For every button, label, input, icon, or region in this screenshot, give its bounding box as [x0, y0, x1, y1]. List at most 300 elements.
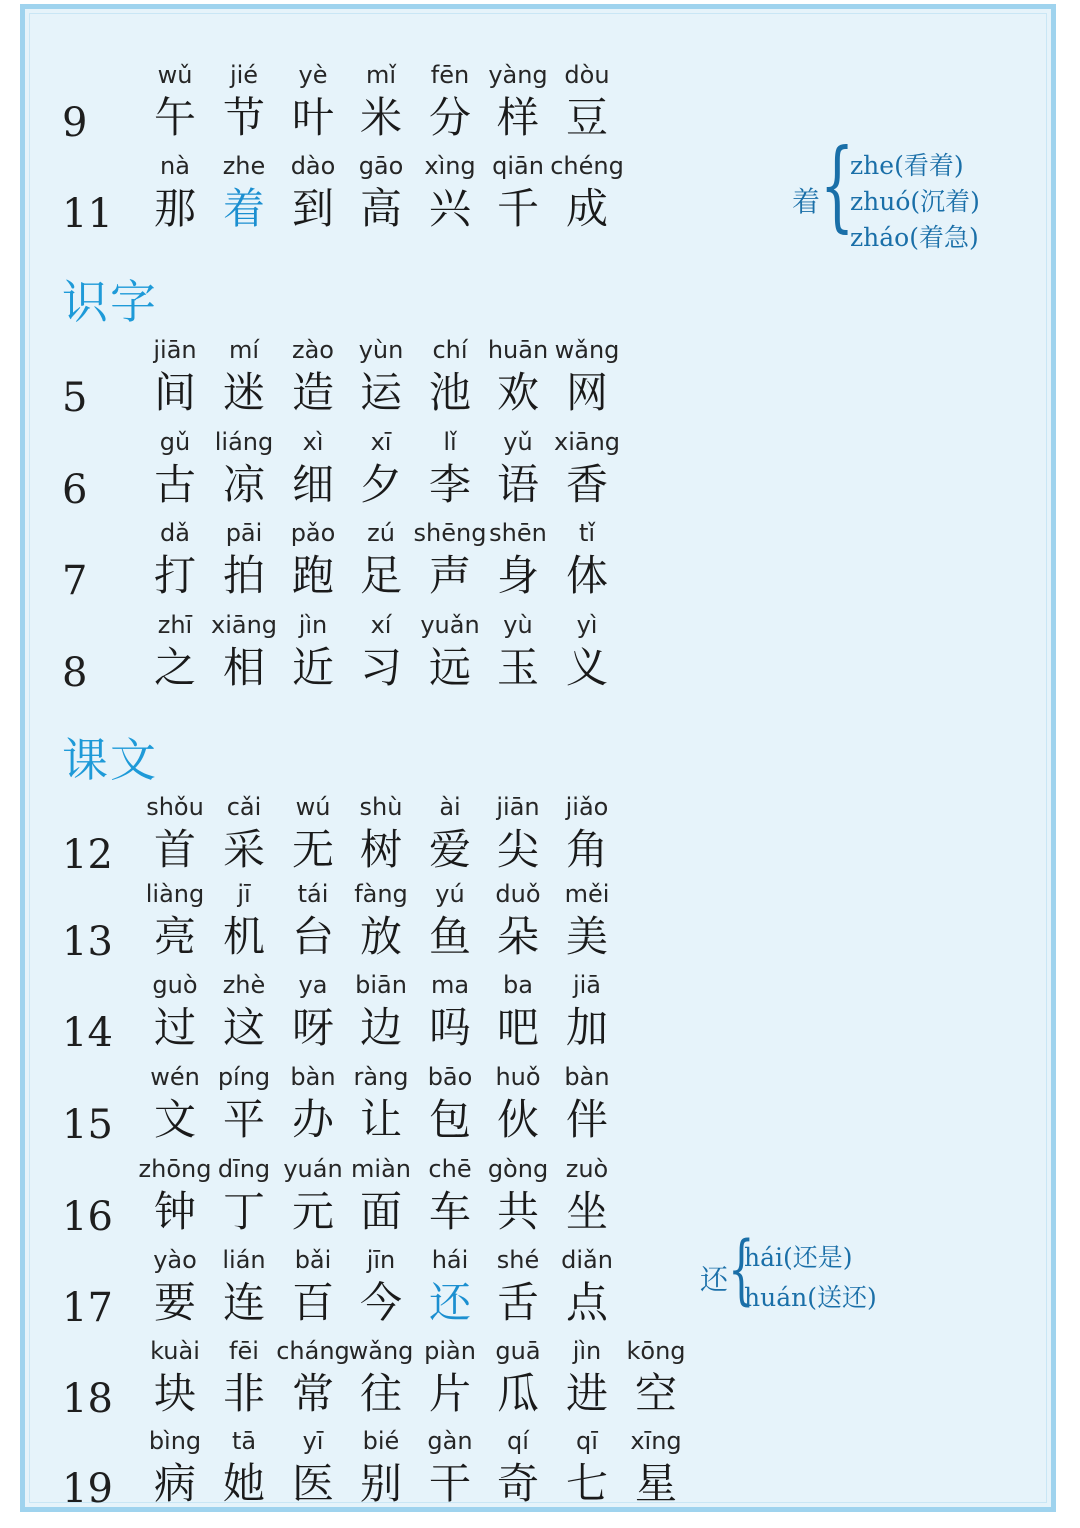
character-cell [341, 610, 421, 696]
hanzi: 米 [359, 93, 402, 142]
hanzi: 习 [359, 643, 402, 692]
pinyin: jìn [298, 611, 328, 639]
character-cell [135, 151, 215, 237]
lesson-row [0, 1426, 1080, 1516]
hanzi: 着 [222, 184, 265, 233]
character-cell [135, 792, 215, 878]
pinyin: huǒ [495, 1063, 541, 1091]
character-cell [135, 427, 215, 513]
character-cell [204, 610, 284, 696]
hanzi: 吧 [496, 1003, 539, 1052]
character-cell [341, 1426, 421, 1512]
character-cell [135, 335, 215, 421]
character-cell [341, 60, 421, 146]
hanzi: 百 [291, 1278, 334, 1327]
character-cell [616, 1336, 696, 1422]
hanzi: 边 [359, 1003, 402, 1052]
pinyin: cǎi [226, 793, 262, 821]
hanzi: 豆 [565, 93, 608, 142]
pinyin: qí [507, 1427, 529, 1455]
pinyin: tā [231, 1427, 257, 1455]
pinyin: bàn [290, 1063, 336, 1091]
pinyin: xìng [424, 152, 476, 180]
hanzi: 坐 [565, 1187, 608, 1236]
character-cell [135, 970, 215, 1056]
character-cell [341, 335, 421, 421]
pinyin: shēng [413, 519, 487, 547]
pinyin: wén [150, 1063, 200, 1091]
pinyin: hái [431, 1246, 469, 1274]
hanzi: 树 [359, 825, 402, 874]
hanzi: 干 [428, 1459, 471, 1508]
hanzi: 打 [153, 551, 196, 600]
pinyin: tái [297, 880, 329, 908]
hanzi: 远 [428, 643, 471, 692]
hanzi: 块 [153, 1369, 196, 1418]
hanzi: 间 [153, 368, 196, 417]
character-cell [547, 1245, 627, 1331]
pinyin: zhè [222, 971, 266, 999]
hanzi: 机 [222, 912, 265, 961]
pinyin: dào [290, 152, 336, 180]
pinyin: liàng [145, 880, 205, 908]
hanzi: 李 [428, 460, 471, 509]
hanzi: 无 [291, 825, 334, 874]
hanzi: 尖 [496, 825, 539, 874]
pinyin: lǐ [443, 428, 457, 456]
pinyin: zhī [157, 611, 193, 639]
hanzi: 台 [291, 912, 334, 961]
hanzi: 之 [153, 643, 196, 692]
pinyin: yuǎn [420, 611, 480, 639]
hanzi: 元 [291, 1187, 334, 1236]
pinyin: zhe [222, 152, 266, 180]
character-cell [135, 1154, 215, 1240]
character-cell [547, 60, 627, 146]
pinyin: bàn [564, 1063, 610, 1091]
lesson-number: 14 [62, 1010, 113, 1056]
hanzi: 千 [496, 184, 539, 233]
character-cell [341, 518, 421, 604]
pinyin: dīng [217, 1155, 271, 1183]
pinyin: lián [222, 1246, 266, 1274]
pinyin: guā [495, 1337, 541, 1365]
pinyin: gòng [487, 1155, 549, 1183]
pinyin: zú [367, 519, 395, 547]
hanzi: 到 [291, 184, 334, 233]
hanzi: 成 [565, 184, 608, 233]
pinyin: jiān [496, 793, 540, 821]
hanzi: 爱 [428, 825, 471, 874]
pinyin: jīn [366, 1246, 396, 1274]
character-cell [547, 792, 627, 878]
hanzi: 拍 [222, 551, 265, 600]
pinyin: dòu [564, 61, 610, 89]
pinyin: fàng [354, 880, 408, 908]
hanzi: 常 [291, 1369, 334, 1418]
hanzi: 采 [222, 825, 265, 874]
lesson-number: 11 [62, 191, 113, 237]
hanzi: 今 [359, 1278, 402, 1327]
hanzi: 办 [291, 1095, 334, 1144]
brace-icon: { [820, 129, 855, 243]
hanzi: 还 [428, 1278, 471, 1327]
pinyin: xīng [630, 1427, 682, 1455]
character-cell [478, 1426, 558, 1512]
pinyin: jié [229, 61, 259, 89]
lesson-row [0, 792, 1080, 882]
character-cell [135, 518, 215, 604]
hanzi: 吗 [428, 1003, 471, 1052]
hanzi: 舌 [496, 1278, 539, 1327]
hanzi: 造 [291, 368, 334, 417]
pinyin: ya [298, 971, 328, 999]
pinyin: yào [153, 1246, 197, 1274]
pinyin: yú [435, 880, 465, 908]
brace-icon: { [728, 1224, 755, 1313]
lesson-number: 5 [62, 375, 88, 421]
lesson-number: 15 [62, 1102, 113, 1148]
pinyin: kōng [626, 1337, 686, 1365]
hanzi: 病 [153, 1459, 196, 1508]
character-cell [135, 1426, 215, 1512]
hanzi: 池 [428, 368, 471, 417]
pinyin: shǒu [146, 793, 204, 821]
hanzi: 高 [359, 184, 402, 233]
pinyin: tǐ [578, 519, 596, 547]
character-cell [341, 879, 421, 965]
character-cell [478, 1154, 558, 1240]
character-cell [204, 427, 284, 513]
pinyin: huān [487, 336, 549, 364]
pinyin: zuò [565, 1155, 609, 1183]
hanzi: 别 [359, 1459, 402, 1508]
hanzi: 鱼 [428, 912, 471, 961]
lesson-row [0, 1062, 1080, 1152]
hanzi: 放 [359, 912, 402, 961]
pinyin: bāo [427, 1063, 473, 1091]
note-reading: hái(还是) [744, 1243, 853, 1272]
hanzi: 美 [565, 912, 608, 961]
pinyin: gàn [427, 1427, 473, 1455]
character-cell [204, 1336, 284, 1422]
hanzi: 往 [359, 1369, 402, 1418]
hanzi: 夕 [359, 460, 402, 509]
hanzi: 朵 [496, 912, 539, 961]
pinyin: wǎng [554, 336, 620, 364]
hanzi: 进 [565, 1369, 608, 1418]
hanzi: 瓜 [496, 1369, 539, 1418]
pinyin: yùn [358, 336, 404, 364]
note-reading: huán(送还) [744, 1283, 877, 1312]
character-cell [341, 427, 421, 513]
character-cell [135, 1245, 215, 1331]
hanzi: 角 [565, 825, 608, 874]
hanzi: 午 [153, 93, 196, 142]
character-cell [478, 970, 558, 1056]
character-cell [135, 1062, 215, 1148]
pinyin: ba [503, 971, 533, 999]
character-cell [547, 879, 627, 965]
note-reading: zhuó(沉着) [850, 187, 980, 216]
hanzi: 分 [428, 93, 471, 142]
hanzi: 要 [153, 1278, 196, 1327]
pinyin: chí [432, 336, 468, 364]
hanzi: 星 [634, 1459, 677, 1508]
hanzi: 片 [428, 1369, 471, 1418]
character-cell [204, 1154, 284, 1240]
hanzi: 网 [565, 368, 608, 417]
pinyin: yī [302, 1427, 324, 1455]
pinyin: cháng [276, 1337, 350, 1365]
pinyin: liáng [214, 428, 274, 456]
note-reading: zháo(着急) [850, 223, 979, 252]
lesson-row [0, 970, 1080, 1060]
hanzi: 让 [359, 1095, 402, 1144]
character-cell [341, 1336, 421, 1422]
hanzi: 非 [222, 1369, 265, 1418]
pinyin: yù [503, 611, 533, 639]
pinyin: wǔ [157, 61, 193, 89]
pinyin: guò [152, 971, 198, 999]
character-cell [547, 1336, 627, 1422]
pinyin: fēi [229, 1337, 259, 1365]
pinyin: jiān [153, 336, 197, 364]
character-cell [616, 1426, 696, 1512]
character-cell [478, 518, 558, 604]
hanzi: 伙 [496, 1095, 539, 1144]
note-reading: zhe(看着) [850, 151, 964, 180]
lesson-number: 13 [62, 919, 113, 965]
character-cell [135, 1336, 215, 1422]
pinyin: yì [576, 611, 598, 639]
character-cell [478, 1336, 558, 1422]
character-cell [478, 879, 558, 965]
pinyin: bǎi [294, 1246, 332, 1274]
lesson-number: 9 [62, 100, 88, 146]
character-cell [204, 1062, 284, 1148]
character-cell [204, 60, 284, 146]
pinyin: gǔ [159, 428, 191, 456]
hanzi: 声 [428, 551, 471, 600]
character-cell [341, 792, 421, 878]
pinyin: qiān [492, 152, 544, 180]
hanzi: 空 [634, 1369, 677, 1418]
hanzi: 凉 [222, 460, 265, 509]
pinyin: chéng [550, 152, 624, 180]
character-cell [478, 60, 558, 146]
character-cell [204, 879, 284, 965]
pinyin: ài [439, 793, 461, 821]
lesson-number: 8 [62, 650, 88, 696]
pinyin: ma [430, 971, 470, 999]
hanzi: 首 [153, 825, 196, 874]
pinyin: piàn [424, 1337, 476, 1365]
pinyin: bìng [148, 1427, 202, 1455]
character-cell [547, 518, 627, 604]
pinyin: jī [237, 880, 251, 908]
pinyin: kuài [150, 1337, 200, 1365]
character-cell [204, 1245, 284, 1331]
note-character: 还 [700, 1263, 729, 1296]
hanzi: 近 [291, 643, 334, 692]
pinyin: shēn [489, 519, 547, 547]
pinyin: qī [576, 1427, 598, 1455]
character-cell [547, 970, 627, 1056]
hanzi: 细 [291, 460, 334, 509]
pinyin: duǒ [495, 880, 541, 908]
character-cell [478, 1062, 558, 1148]
hanzi: 足 [359, 551, 402, 600]
character-cell [341, 1154, 421, 1240]
character-cell [547, 1426, 627, 1512]
hanzi: 丁 [222, 1187, 265, 1236]
hanzi: 呀 [291, 1003, 334, 1052]
pinyin: píng [217, 1063, 271, 1091]
character-cell [478, 1245, 558, 1331]
character-cell [204, 1426, 284, 1512]
pinyin: jiā [572, 971, 602, 999]
lesson-row [0, 1154, 1080, 1244]
pinyin: pǎo [290, 519, 336, 547]
pinyin: fēn [430, 61, 470, 89]
hanzi: 平 [222, 1095, 265, 1144]
hanzi: 古 [153, 460, 196, 509]
lesson-number: 16 [62, 1194, 113, 1240]
lesson-row [0, 1245, 1080, 1335]
hanzi: 连 [222, 1278, 265, 1327]
pinyin: miàn [351, 1155, 411, 1183]
hanzi: 相 [222, 643, 265, 692]
hanzi: 伴 [565, 1095, 608, 1144]
hanzi: 迷 [222, 368, 265, 417]
pinyin: ràng [353, 1063, 409, 1091]
hanzi: 那 [153, 184, 196, 233]
lesson-row [0, 60, 1080, 150]
hanzi: 七 [565, 1459, 608, 1508]
character-cell [135, 610, 215, 696]
hanzi: 亮 [153, 912, 196, 961]
hanzi: 奇 [496, 1459, 539, 1508]
pinyin: chē [428, 1155, 472, 1183]
hanzi: 加 [565, 1003, 608, 1052]
hanzi: 玉 [496, 643, 539, 692]
hanzi: 包 [428, 1095, 471, 1144]
pinyin: měi [564, 880, 610, 908]
section-title-shizi: 识字 [62, 275, 158, 329]
pinyin: diǎn [561, 1246, 613, 1274]
pinyin: xì [302, 428, 324, 456]
pinyin: biān [355, 971, 407, 999]
lesson-number: 19 [62, 1466, 113, 1512]
hanzi: 车 [428, 1187, 471, 1236]
character-cell [341, 970, 421, 1056]
character-cell [478, 427, 558, 513]
character-cell [204, 335, 284, 421]
character-cell [547, 610, 627, 696]
character-cell [547, 335, 627, 421]
character-cell [135, 879, 215, 965]
pinyin: zào [292, 336, 334, 364]
hanzi: 共 [496, 1187, 539, 1236]
character-cell [204, 518, 284, 604]
lesson-number: 12 [62, 832, 113, 878]
character-cell [478, 610, 558, 696]
pinyin: nà [160, 152, 190, 180]
hanzi: 运 [359, 368, 402, 417]
pinyin: zhōng [138, 1155, 212, 1183]
pinyin: jìn [572, 1337, 602, 1365]
pinyin: wǎng [348, 1337, 414, 1365]
pinyin: xiāng [553, 428, 621, 456]
character-cell [478, 335, 558, 421]
pinyin: yè [298, 61, 328, 89]
hanzi: 兴 [428, 184, 471, 233]
pinyin: xí [370, 611, 392, 639]
pinyin: xiāng [210, 611, 278, 639]
lesson-row [0, 427, 1080, 517]
hanzi: 文 [153, 1095, 196, 1144]
pinyin: shé [496, 1246, 540, 1274]
pinyin: yuán [283, 1155, 343, 1183]
hanzi: 这 [222, 1003, 265, 1052]
hanzi: 跑 [291, 551, 334, 600]
character-cell [478, 792, 558, 878]
hanzi: 义 [565, 643, 608, 692]
lesson-row [0, 518, 1080, 608]
hanzi: 身 [496, 551, 539, 600]
hanzi: 香 [565, 460, 608, 509]
hanzi: 体 [565, 551, 608, 600]
character-cell [204, 151, 284, 237]
lesson-number: 6 [62, 467, 88, 513]
character-cell [204, 970, 284, 1056]
character-cell [547, 1062, 627, 1148]
character-cell [341, 151, 421, 237]
lesson-row [0, 335, 1080, 425]
hanzi: 语 [496, 460, 539, 509]
section-title-kewen: 课文 [62, 733, 158, 787]
character-cell [135, 60, 215, 146]
pinyin: wú [295, 793, 331, 821]
hanzi: 叶 [291, 93, 334, 142]
hanzi: 欢 [496, 368, 539, 417]
pinyin: mí [228, 336, 260, 364]
character-cell [478, 151, 558, 237]
hanzi: 她 [222, 1459, 265, 1508]
pinyin: yǔ [503, 428, 533, 456]
character-cell [547, 151, 627, 237]
lesson-row [0, 879, 1080, 969]
hanzi: 过 [153, 1003, 196, 1052]
lesson-number: 18 [62, 1376, 113, 1422]
lesson-row [0, 1336, 1080, 1426]
pinyin: dǎ [160, 519, 190, 547]
pinyin: xī [370, 428, 392, 456]
pinyin: gāo [358, 152, 404, 180]
hanzi: 样 [496, 93, 539, 142]
hanzi: 钟 [153, 1187, 196, 1236]
character-cell [341, 1245, 421, 1331]
pinyin: bié [362, 1427, 400, 1455]
note-character: 着 [792, 185, 821, 218]
character-cell [204, 792, 284, 878]
pinyin: shù [359, 793, 403, 821]
pinyin: yàng [488, 61, 548, 89]
pinyin: mǐ [365, 61, 397, 89]
character-cell [341, 1062, 421, 1148]
character-cell [547, 1154, 627, 1240]
